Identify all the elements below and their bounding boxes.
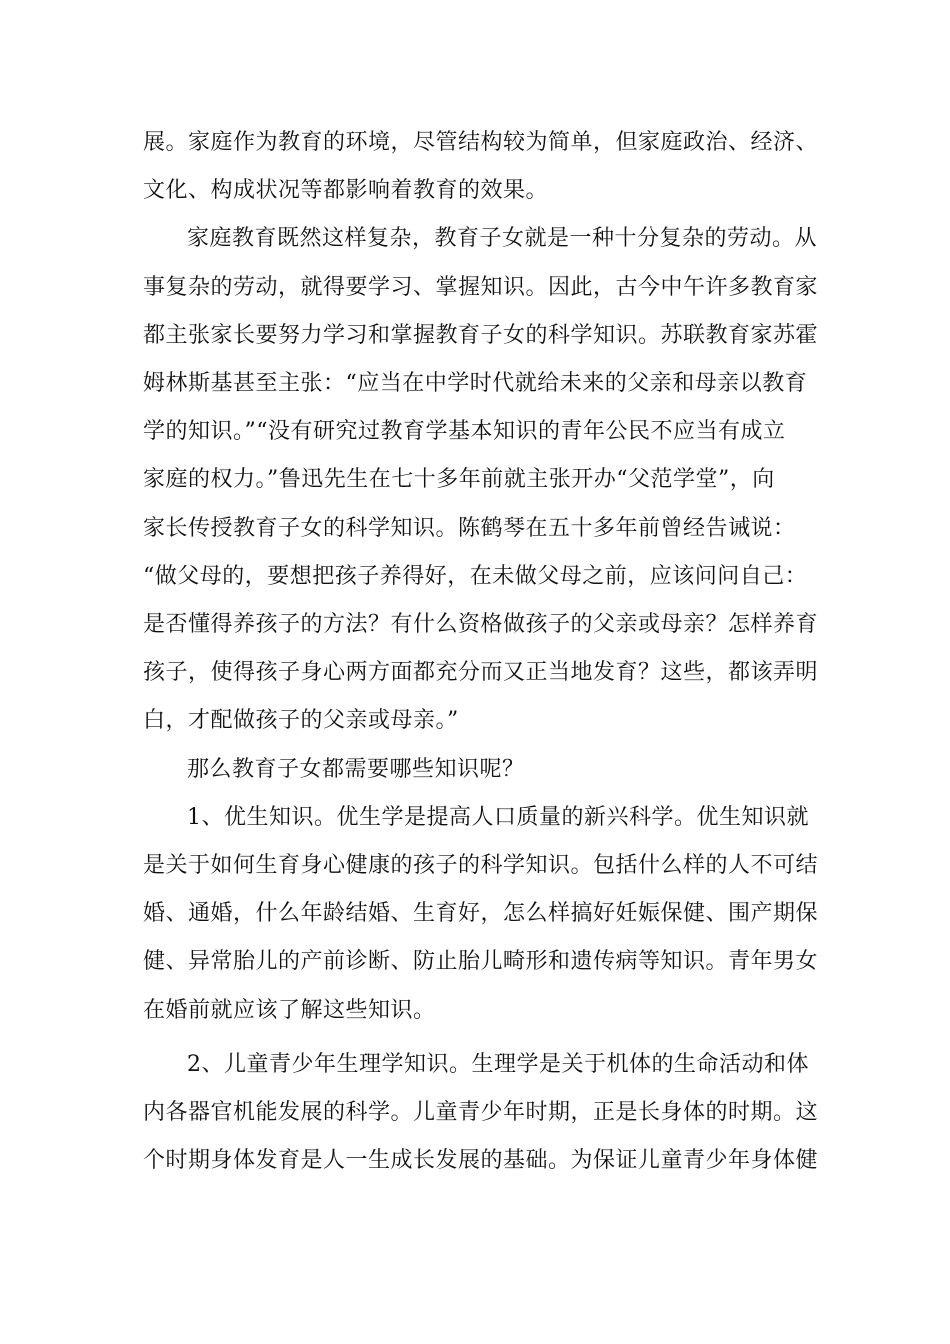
- text-line: 家庭教育既然这样复杂，教育子女就是一种十分复杂的劳动。从: [187, 226, 818, 252]
- text-line: “做父母的，要想把孩子养得好，在未做父母之前，应该问问自己：: [143, 563, 808, 589]
- text-line: 健、异常胎儿的产前诊断、防止胎儿畸形和遗传病等知识。青年男女: [143, 949, 819, 975]
- paragraph-eugenics-knowledge: [143, 794, 823, 1035]
- text-line: 学的知识。”“没有研究过教育学基本知识的青年公民不应当有成立: [143, 419, 786, 445]
- text-line: 家庭的权力。”鲁迅先生在七十多年前就主张开办“父范学堂”，向: [143, 467, 775, 493]
- text-line: 个时期身体发育是人一生成长发展的基础。为保证儿童青少年身体健: [143, 1148, 819, 1174]
- text-line: 白，才配做孩子的父亲或母亲。”: [143, 708, 459, 734]
- paragraph-physiology-knowledge: [143, 1041, 823, 1186]
- text-line: 家长传授教育子女的科学知识。陈鹤琴在五十多年前曾经告诫说：: [143, 515, 796, 541]
- text-line: 都主张家长要努力学习和掌握教育子女的科学知识。苏联教育家苏霍: [143, 322, 819, 348]
- document-page: [143, 119, 823, 1185]
- paragraph-parent-knowledge: [143, 215, 823, 745]
- text-line: 孩子，使得孩子身心两方面都充分而又正当地发育？这些，都该弄明: [143, 660, 819, 686]
- text-line: 在婚前就应该了解这些知识。: [143, 997, 436, 1023]
- text-line: 姆林斯基甚至主张：“应当在中学时代就给未来的父亲和母亲以教育: [143, 371, 808, 397]
- text-line: 那么教育子女都需要哪些知识呢？: [187, 756, 525, 782]
- text-line: 是否懂得养孩子的方法？有什么资格做孩子的父亲或母亲？怎样养育: [143, 612, 819, 638]
- text-line: 婚、通婚，什么年龄结婚、生育好，怎么样搞好妊娠保健、围产期保: [143, 901, 819, 927]
- text-line: 内各器官机能发展的科学。儿童青少年时期，正是长身体的时期。这: [143, 1100, 819, 1126]
- text-line: 是关于如何生育身心健康的孩子的科学知识。包括什么样的人不可结: [143, 853, 819, 879]
- text-line: 文化、构成状况等都影响着教育的效果。: [143, 178, 549, 204]
- text-line: 2、儿童青少年生理学知识。生理学是关于机体的生命活动和体: [187, 1051, 809, 1077]
- paragraph-family-environment: [143, 119, 823, 215]
- paragraph-question: [143, 746, 823, 794]
- text-line: 1、优生知识。优生学是提高人口质量的新兴科学。优生知识就: [187, 804, 809, 830]
- text-line: 展。家庭作为教育的环境，尽管结构较为简单，但家庭政治、经济、: [143, 130, 819, 155]
- text-line: 事复杂的劳动，就得要学习、掌握知识。因此，古今中午许多教育家: [143, 274, 819, 300]
